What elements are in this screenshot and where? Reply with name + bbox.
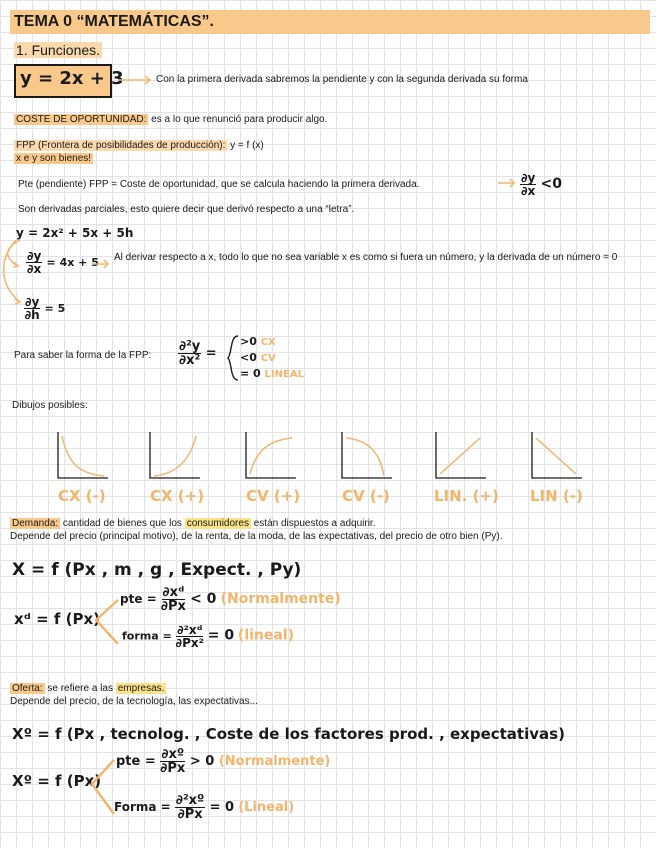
demanda-dep: Depende del precio (principal motivo), de la renta, de la moda, de las expectativas, del precio de otro bien (Py). bbox=[10, 531, 503, 542]
arrow-icon bbox=[92, 259, 112, 269]
page-title: TEMA 0 “MATEMÁTICAS”. bbox=[14, 13, 214, 30]
oferta-forma: Forma = $\frac{\text{∂²xº}}{\partial Px}$ = 0 (Lineal) bbox=[114, 793, 295, 822]
oferta-dep: Depende del precio, de la tecnología, las expectativas... bbox=[10, 696, 258, 707]
forma-fraction: $\frac{\text{∂²y}}{\text{∂x²}}$ = bbox=[179, 339, 217, 368]
graph-label: CV (-) bbox=[342, 487, 390, 505]
pte-text: Pte (pendiente) FPP = Coste de oportunidad, que se calcula haciendo la primera derivada. bbox=[18, 179, 420, 190]
section-heading: 1. Funciones. bbox=[16, 42, 101, 58]
bracket bbox=[88, 756, 116, 818]
demanda-function: X = f (Px , m , g , Expect. , Py) bbox=[12, 560, 302, 580]
arrow-icon bbox=[498, 178, 518, 188]
graph-cx-neg bbox=[54, 430, 110, 482]
graph-lin-neg bbox=[528, 430, 584, 482]
pte-fraction: $\frac{\partial y}{\partial x}$ <0 bbox=[521, 171, 563, 198]
main-equation: y = 2x + 3 bbox=[20, 68, 124, 89]
graph-label: CV (+) bbox=[246, 487, 301, 505]
graph-label: CX (-) bbox=[58, 487, 106, 505]
oferta-line: Oferta: se refiere a las empresas. bbox=[12, 683, 165, 694]
graph-label: LIN (-) bbox=[530, 487, 583, 505]
dibujos-text: Dibujos posibles: bbox=[12, 400, 88, 411]
oferta-function: Xº = f (Px , tecnolog. , Coste de los factores prod. , expectativas) bbox=[12, 725, 565, 743]
graph-cv-pos bbox=[242, 430, 298, 482]
demanda-xd: xᵈ = f (Px) bbox=[14, 610, 101, 628]
graph-label: LIN. (+) bbox=[434, 487, 499, 505]
graph-cv-neg bbox=[338, 430, 394, 482]
equation-note: Con la primera derivada sabremos la pendiente y con la segunda derivada su forma bbox=[156, 74, 528, 85]
example-function: y = 2x² + 5x + 5h bbox=[16, 226, 134, 240]
demanda-line: Demanda: cantidad de bienes que los consumidores están dispuestos a adquirir. bbox=[12, 518, 376, 529]
oferta-pte: pte = $\frac{\text{∂xº}}{\partial Px}$ > 0 (Normalmente) bbox=[116, 747, 331, 776]
forma-text: Para saber la forma de la FPP: bbox=[14, 350, 152, 361]
demanda-forma: forma = $\frac{\text{∂²xᵈ}}{\text{∂Px²}}$ = 0 (lineal) bbox=[122, 623, 295, 650]
example-dx: $\frac{\partial y}{\partial x}$ = 4x + 5 bbox=[27, 249, 99, 276]
parciales-text: Son derivadas parciales, esto quiere decir que derivó respecto a una “letra”. bbox=[18, 204, 355, 215]
fpp-line: FPP (Frontera de posibilidades de producción): y = f (x) bbox=[16, 140, 264, 151]
graph-lin-pos bbox=[432, 430, 488, 482]
arrow-icon bbox=[118, 74, 154, 86]
graph-label: CX (+) bbox=[150, 487, 205, 505]
graph-cx-pos bbox=[146, 430, 202, 482]
forma-cases bbox=[240, 334, 304, 382]
forma-case: >0 CX bbox=[240, 335, 276, 348]
demanda-pte: pte = $\frac{\text{∂xᵈ}}{\partial Px}$ < 0 (Normalmente) bbox=[120, 585, 341, 614]
oferta-xo: Xº = f (Px) bbox=[12, 772, 102, 790]
fpp-sub: x e y son bienes! bbox=[16, 153, 92, 164]
example-dx-note: Al derivar respecto a x, todo lo que no sea variable x es como si fuera un número, y la derivada de un número = 0 bbox=[114, 252, 618, 263]
example-dh: $\frac{\partial y}{\partial h}$ = 5 bbox=[24, 295, 66, 322]
forma-case: = 0 LINEAL bbox=[240, 367, 304, 380]
bracket bbox=[92, 596, 120, 648]
brace bbox=[226, 334, 240, 382]
forma-case: <0 CV bbox=[240, 351, 276, 364]
coste-line: COSTE DE OPORTUNIDAD: es a lo que renunció para producir algo. bbox=[16, 114, 328, 125]
